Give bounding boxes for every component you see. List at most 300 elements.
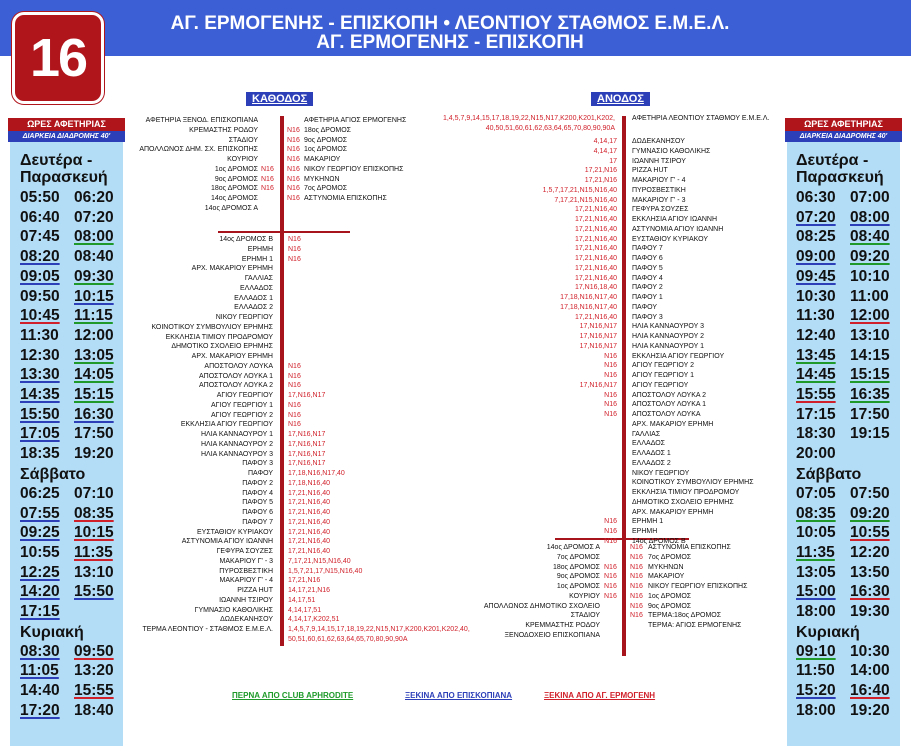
departure-time: 17:50 bbox=[74, 425, 114, 443]
stop-name: ΕΛΛΑΔΟΣ 2 bbox=[234, 304, 273, 312]
route-codes: N16 bbox=[287, 165, 300, 173]
stop-name: ΓΥΜΝΑΣΙΟ ΚΑΘΟΛΙΚΗΣ bbox=[194, 606, 273, 614]
departure-time: 14:35 bbox=[20, 386, 60, 404]
departure-time: 13:30 bbox=[20, 366, 60, 384]
departure-time: 09:50 bbox=[20, 287, 60, 305]
right-departure-label: ΩΡΕΣ ΑΦΕΤΗΡΙΑΣ bbox=[785, 118, 902, 131]
stop-name: ΤΕΡΜΑ: ΑΓΙΟΣ ΕΡΜΟΓΕΝΗΣ bbox=[648, 622, 742, 629]
departure-time: 07:00 bbox=[850, 189, 890, 206]
stop-name: 1ος ΔΡΟΜΟΣ bbox=[304, 146, 348, 154]
departure-time: 15:00 bbox=[796, 583, 836, 601]
route-codes: N16 bbox=[630, 553, 643, 561]
stop-name: ΣΤΑΔΙΟΥ bbox=[570, 612, 600, 620]
stop-name: ΕΚΚΛΗΣΙΑ ΤΙΜΙΟΥ ΠΡΟΔΡΟΜΟΥ bbox=[165, 333, 273, 341]
route-codes: 17,N16,N17 bbox=[579, 342, 617, 350]
route-codes: 1,4,5,7,9,14,15,17,18,19,22,N15,N17,K200,K201,K202, bbox=[442, 115, 615, 122]
departure-time: 11:15 bbox=[74, 307, 113, 325]
departure-time: 06:40 bbox=[20, 208, 60, 226]
stop-name: ΚΟΙΝΟΤΙΚΟΥ ΣΥΜΒΟΥΛΙΟΥ ΕΡΗΜΗΣ bbox=[632, 479, 754, 487]
departure-time: 10:30 bbox=[850, 642, 890, 660]
departure-time: 13:05 bbox=[74, 346, 114, 364]
stop-name: ΕΛΛΑΔΟΣ 1 bbox=[234, 294, 273, 302]
stop-name: 1ος ΔΡΟΜΟΣ bbox=[214, 165, 258, 173]
stop-name: 14ος ΔΡΟΜΟΣ Α bbox=[546, 544, 600, 551]
route-codes: 17,21,N16,40 bbox=[288, 518, 331, 526]
stop-name: ΑΣΤΥΝΟΜΙΑ ΕΠΙΣΚΟΠΗΣ bbox=[304, 195, 387, 202]
departure-time: 09:25 bbox=[20, 524, 60, 542]
legend-green: ΠΕΡΝΑ ΑΠΟ CLUB APHRODITE bbox=[232, 691, 354, 700]
right-duration-label: ΔΙΑΡΚΕΙΑ ΔΙΑΔΡΟΜΗΣ 40' bbox=[785, 131, 902, 142]
stop-name: ΑΡΧ. ΜΑΚΑΡΙΟΥ ΕΡΗΜΗ bbox=[632, 508, 714, 516]
departure-time: 10:05 bbox=[796, 524, 836, 542]
stop-name: ΑΠΟΣΤΟΛΟΥ ΛΟΥΚΑ 1 bbox=[632, 401, 707, 409]
route-codes: N16 bbox=[604, 411, 617, 418]
route-codes: N16 bbox=[604, 537, 617, 545]
route-codes: 17,21,N16 bbox=[288, 577, 321, 585]
departure-time: 14:20 bbox=[20, 583, 60, 601]
departure-time: 08:30 bbox=[20, 642, 60, 660]
stop-name: ΕΛΛΑΔΟΣ 1 bbox=[632, 450, 671, 457]
route-codes: N16 bbox=[287, 146, 300, 154]
route-codes: 17,N16,N17 bbox=[288, 450, 326, 458]
stop-name: ΚΟΥΡΙΟΥ bbox=[227, 156, 258, 163]
stop-name: ΑΡΧ. ΜΑΚΑΡΙΟΥ ΕΡΗΜΗ bbox=[632, 420, 714, 428]
stop-name: 18ος ΔΡΟΜΟΣ bbox=[304, 126, 352, 134]
stop-name: ΜΑΚΑΡΙΟΥ Γ' - 4 bbox=[219, 577, 273, 585]
stop-name: ΑΠΟΣΤΟΛΟΥ ΛΟΥΚΑ 1 bbox=[198, 372, 273, 380]
departure-time: 10:10 bbox=[850, 267, 890, 285]
departure-time: 06:30 bbox=[796, 189, 836, 206]
departure-time: 08:20 bbox=[20, 248, 60, 266]
departure-time: 07:50 bbox=[850, 484, 890, 502]
route-codes: 17,18,N16,40 bbox=[288, 479, 331, 487]
departure-time: 08:00 bbox=[850, 208, 890, 226]
stop-name: ΕΛΛΑΔΟΣ bbox=[240, 284, 273, 292]
stop-name: ΑΦΕΤΗΡΙΑ ΞΕΝΟΔ. ΕΠΙΣΚΟΠΙΑΝΑ bbox=[145, 117, 258, 124]
stop-name: ΗΛΙΑ ΚΑΝΝΑΟΥΡΟΥ 2 bbox=[200, 440, 273, 448]
route-codes: 17,21,N16 bbox=[584, 167, 617, 175]
departure-time: 11:00 bbox=[850, 287, 889, 305]
route-codes: N16 bbox=[288, 382, 301, 390]
stop-name: 9ος ΔΡΟΜΟΣ bbox=[214, 175, 258, 183]
route-codes: N16 bbox=[604, 372, 617, 379]
departure-time: 11:30 bbox=[20, 326, 59, 344]
stop-name: 9ος ΔΡΟΜΟΣ bbox=[556, 573, 600, 581]
route-codes: N16 bbox=[604, 592, 617, 600]
stop-name: ΠΑΦΟΥ 5 bbox=[242, 499, 273, 507]
departure-time: 11:35 bbox=[796, 543, 835, 561]
departure-time: 18:40 bbox=[74, 701, 114, 719]
stop-name: ΕΛΛΑΔΟΣ bbox=[632, 440, 665, 448]
departure-time: 12:20 bbox=[850, 543, 890, 561]
route-codes: 40,50,51,60,61,62,63,64,65,70,80,90,90A bbox=[485, 125, 615, 132]
stop-name: ΣΤΑΔΙΟΥ bbox=[228, 136, 258, 144]
departure-time: 10:15 bbox=[74, 287, 114, 305]
route-codes: 17,21,N16,40 bbox=[574, 274, 617, 282]
stop-name: ΚΡΕΜΜΑΣΤΗΣ ΡΟΔΟΥ bbox=[525, 622, 600, 629]
route-codes: N16 bbox=[261, 185, 274, 193]
departure-time: 17:15 bbox=[796, 405, 836, 423]
stop-name: ΑΠΟΛΛΩΝΟΣ ΔΗΜΟΤΙΚΟ ΣΧΟΛΕΙΟ bbox=[483, 602, 600, 610]
departure-time: 19:20 bbox=[850, 701, 890, 719]
route-codes: N16 bbox=[604, 352, 617, 360]
route-codes: 17,21,N16,40 bbox=[288, 509, 331, 516]
route-codes: 1,5,7,21,17,N15,N16,40 bbox=[288, 567, 363, 575]
departure-time: 15:50 bbox=[74, 583, 114, 601]
route-codes: N16 bbox=[288, 372, 301, 380]
route-codes: 7,17,21,N15,N16,40 bbox=[554, 196, 617, 204]
route-codes: 4,14,17 bbox=[593, 138, 617, 145]
day-label-weekdays: Δευτέρα - bbox=[20, 152, 93, 169]
departure-time: 07:20 bbox=[74, 208, 114, 226]
departure-time: 18:35 bbox=[20, 445, 60, 463]
route-codes: 17,N16,18,40 bbox=[574, 284, 617, 292]
stop-name: ΕΛΛΑΔΟΣ 2 bbox=[632, 459, 671, 467]
stop-name: ΗΛΙΑ ΚΑΝΝΑΟΥΡΟΥ 1 bbox=[200, 431, 273, 438]
departure-time: 12:40 bbox=[796, 326, 836, 344]
route-codes: N16 bbox=[604, 401, 617, 409]
departure-time: 16:40 bbox=[850, 682, 890, 700]
route-codes: 17,21,N16,40 bbox=[574, 313, 617, 321]
stop-name: 14ος ΔΡΟΜΟΣ Β bbox=[632, 537, 686, 545]
stop-name: 7ος ΔΡΟΜΟΣ bbox=[556, 553, 600, 561]
departure-time: 10:30 bbox=[796, 287, 836, 305]
stop-name: ΓΑΛΛΙΑΣ bbox=[244, 275, 273, 282]
route-codes: N16 bbox=[287, 195, 300, 202]
route-codes: N16 bbox=[261, 165, 274, 173]
stop-name: ΔΗΜΟΤΙΚΟ ΣΧΟΛΕΙΟ ΕΡΗΜΗΣ bbox=[171, 343, 273, 351]
departure-time: 07:45 bbox=[20, 228, 60, 246]
legend-blue: ΞΕΚΙΝΑ ΑΠΟ ΕΠΙΣΚΟΠΙΑΝΑ bbox=[405, 691, 513, 700]
departure-time: 05:50 bbox=[20, 189, 60, 206]
departure-time: 09:45 bbox=[796, 267, 836, 285]
route-codes: N16 bbox=[287, 175, 300, 183]
departure-time: 17:15 bbox=[20, 603, 60, 621]
kathodos-label: ΚΑΘΟΔΟΣ bbox=[246, 92, 313, 106]
stop-name: ΓΑΛΛΙΑΣ bbox=[632, 430, 661, 438]
route-codes: 17,21,N16,40 bbox=[574, 264, 617, 272]
departure-time: 06:25 bbox=[20, 484, 60, 502]
stop-name: ΠΑΦΟΥ 1 bbox=[632, 294, 663, 301]
route-codes: N16 bbox=[287, 136, 300, 144]
departure-time: 17:20 bbox=[20, 701, 60, 719]
departure-time: 14:40 bbox=[20, 682, 60, 700]
stop-name: ΠΑΦΟΥ 3 bbox=[632, 313, 663, 321]
departure-time: 18:00 bbox=[796, 603, 836, 621]
route-codes: N16 bbox=[288, 245, 301, 253]
departure-time: 12:25 bbox=[20, 563, 60, 581]
departure-time: 13:10 bbox=[850, 326, 890, 344]
departure-time: 11:05 bbox=[20, 662, 59, 680]
departure-time: 08:25 bbox=[796, 228, 836, 246]
stop-name: ΑΓΙΟΥ ΓΕΩΡΓΙΟΥ 1 bbox=[210, 401, 273, 409]
stop-name: ΠΥΡΟΣΒΕΣΤΙΚΗ bbox=[219, 567, 273, 575]
left-duration-label: ΔΙΑΡΚΕΙΑ ΔΙΑΔΡΟΜΗΣ 40' bbox=[8, 131, 125, 142]
departure-time: 15:20 bbox=[796, 682, 836, 700]
left-departure-label: ΩΡΕΣ ΑΦΕΤΗΡΙΑΣ bbox=[8, 118, 125, 131]
stop-name: ΜΑΚΑΡΙΟΥ Γ' - 3 bbox=[219, 557, 273, 565]
stop-name: 18ος ΔΡΟΜΟΣ bbox=[552, 563, 600, 571]
route-codes: 17,21,N16,40 bbox=[288, 528, 331, 536]
stop-name: ΚΟΥΡΙΟΥ bbox=[569, 592, 600, 600]
day-label-weekdays: Δευτέρα - bbox=[796, 152, 869, 169]
stop-name: 14ος ΔΡΟΜΟΣ Α bbox=[204, 204, 258, 212]
departure-time: 06:20 bbox=[74, 189, 114, 206]
departure-time: 17:50 bbox=[850, 405, 890, 423]
route-codes: 4,14,17 bbox=[593, 147, 617, 155]
stop-name: ΜΥΚΗΝΩΝ bbox=[304, 175, 340, 183]
departure-time: 17:05 bbox=[20, 425, 60, 443]
stop-name: ΑΠΟΣΤΟΛΟΥ ΛΟΥΚΑ 2 bbox=[632, 391, 707, 399]
stop-name: ΜΑΚΑΡΙΟΥ Γ' - 3 bbox=[632, 196, 686, 204]
route-codes: 4,14,17,K202,51 bbox=[288, 616, 340, 624]
route-codes: N16 bbox=[604, 583, 617, 590]
departure-time: 09:20 bbox=[850, 248, 890, 266]
route-codes: 17,21,N16,40 bbox=[288, 538, 331, 546]
departure-time: 10:45 bbox=[20, 307, 60, 325]
departure-time: 10:55 bbox=[850, 524, 890, 542]
stop-name: ΠΑΦΟΥ 7 bbox=[632, 245, 663, 253]
departure-time: 19:30 bbox=[850, 603, 890, 621]
departure-time: 07:20 bbox=[796, 208, 836, 226]
departure-time: 18:00 bbox=[796, 701, 836, 719]
stop-name: ΑΓΙΟΥ ΓΕΩΡΓΙΟΥ bbox=[216, 392, 273, 399]
stop-name: ΠΑΦΟΥ 2 bbox=[242, 479, 273, 487]
day-label-saturday: Σάββατο bbox=[796, 465, 862, 483]
departure-time: 15:15 bbox=[850, 366, 890, 384]
stop-name: ΠΑΦΟΥ 7 bbox=[242, 518, 273, 526]
stop-name: ΕΡΗΜΗ bbox=[632, 528, 658, 535]
route-codes: 17,18,N16,N17,40 bbox=[560, 294, 617, 301]
departure-time: 10:15 bbox=[74, 524, 114, 542]
stop-name: ΓΕΦΥΡΑ ΣΟΥΖΕΣ bbox=[632, 206, 689, 214]
route-codes: 7,17,21,N15,N16,40 bbox=[288, 557, 351, 565]
route-codes: 17,21,N16,40 bbox=[288, 499, 331, 507]
stop-name: 14ος ΔΡΟΜΟΣ Β bbox=[219, 236, 273, 243]
stop-name: PIZZA HUT bbox=[632, 167, 668, 175]
stop-name: ΠΑΦΟΥ 5 bbox=[632, 264, 663, 272]
departure-time: 08:00 bbox=[74, 228, 114, 246]
stop-name: ΠΑΦΟΥ 6 bbox=[242, 509, 273, 516]
departure-time: 20:00 bbox=[796, 445, 836, 463]
departure-time: 13:10 bbox=[74, 563, 114, 581]
stop-name: 9ος ΔΡΟΜΟΣ bbox=[648, 602, 692, 610]
departure-time: 14:05 bbox=[74, 366, 114, 384]
route-codes: 17,N16,N17 bbox=[579, 323, 617, 331]
route-codes: 17,21,N16,40 bbox=[574, 255, 617, 262]
stop-name: 7ος ΔΡΟΜΟΣ bbox=[648, 553, 692, 561]
route-codes: 17,N16,N17 bbox=[288, 431, 326, 438]
route-codes: 14,17,21,N16 bbox=[288, 587, 331, 594]
route-codes: N16 bbox=[288, 411, 301, 419]
departure-time: 14:45 bbox=[796, 366, 836, 384]
stop-name: ΑΣΤΥΝΟΜΙΑ ΕΠΙΣΚΟΠΗΣ bbox=[648, 544, 731, 551]
route-codes: N16 bbox=[288, 362, 301, 370]
day-label-sunday: Κυριακή bbox=[796, 623, 860, 641]
route-codes: N16 bbox=[604, 528, 617, 535]
route-codes: N16 bbox=[287, 126, 300, 134]
route-codes: N16 bbox=[288, 255, 301, 263]
departure-time: 15:15 bbox=[74, 386, 114, 404]
route-codes: 17,21,N16,40 bbox=[574, 235, 617, 243]
stop-name: ΑΓΙΟΥ ΓΕΩΡΓΙΟΥ 2 bbox=[632, 362, 695, 370]
route-codes: 1,4,5,7,9,14,15,17,18,19,22,N15,N17,K200,K201,K202,40, bbox=[288, 626, 470, 633]
stop-name: ΑΡΧ. ΜΑΚΑΡΙΟΥ ΕΡΗΜΗ bbox=[191, 353, 273, 360]
route-codes: 17,21,N16,40 bbox=[574, 245, 617, 253]
departure-time: 14:15 bbox=[850, 346, 890, 364]
stop-name: ΝΙΚΟΥ ΓΕΩΡΓΙΟΥ bbox=[632, 469, 690, 477]
stop-name: ΠΥΡΟΣΒΕΣΤΙΚΗ bbox=[632, 186, 686, 194]
anodos-label: ΑΝΟΔΟΣ bbox=[591, 92, 650, 106]
route-codes: N16 bbox=[604, 563, 617, 571]
stop-name: 1ος ΔΡΟΜΟΣ bbox=[648, 592, 692, 600]
stop-name: ΑΠΟΛΛΩΝΟΣ ΔΗΜ. ΣΧ. ΕΠΙΣΚΟΠΗΣ bbox=[139, 146, 258, 154]
stop-name: ΕΚΚΛΗΣΙΑ ΤΙΜΙΟΥ ΠΡΟΔΡΟΜΟΥ bbox=[632, 489, 740, 496]
stop-name: ΞΕΝΟΔΟΧΕΙΟ ΕΠΙΣΚΟΠΙΑΝΑ bbox=[504, 631, 600, 639]
stop-name: ΑΓΙΟΥ ΓΕΩΡΓΙΟΥ 1 bbox=[632, 372, 695, 379]
route-codes: N16 bbox=[604, 573, 617, 581]
stop-name: ΑΓΙΟΥ ΓΕΩΡΓΙΟΥ bbox=[632, 381, 689, 389]
stop-name: ΜΥΚΗΝΩΝ bbox=[648, 563, 684, 571]
route-codes: 50,51,60,61,62,63,64,65,70,80,90,90A bbox=[288, 636, 408, 643]
day-label-weekdays-2: Παρασκευή bbox=[20, 169, 108, 186]
stop-name: ΕΚΚΛΗΣΙΑ ΑΓΙΟΥ ΙΩΑΝΝΗ bbox=[632, 216, 718, 223]
departure-time: 16:30 bbox=[850, 583, 890, 601]
stop-name: ΑΡΧ. ΜΑΚΑΡΙΟΥ ΕΡΗΜΗ bbox=[191, 265, 273, 273]
departure-time: 19:20 bbox=[74, 445, 114, 463]
departure-time: 09:00 bbox=[796, 248, 836, 266]
stop-name: ΜΑΚΑΡΙΟΥ Γ' - 4 bbox=[632, 177, 686, 184]
day-label-weekdays-2: Παρασκευή bbox=[796, 169, 884, 186]
day-label-sunday: Κυριακή bbox=[20, 623, 84, 641]
route-codes: N16 bbox=[630, 573, 643, 581]
stop-name: ΕΡΗΜΗ bbox=[247, 245, 273, 253]
departure-time: 13:20 bbox=[74, 662, 114, 680]
route-codes: 17,N16,N17 bbox=[288, 392, 326, 399]
legend-red: ΞΕΚΙΝΑ ΑΠΟ ΑΓ. ΕΡΜΟΓΕΝΗ bbox=[544, 691, 656, 700]
route-codes: 17,21,N16,40 bbox=[574, 216, 617, 223]
departure-time: 07:05 bbox=[796, 484, 836, 502]
stop-name: ΑΠΟΣΤΟΛΟΥ ΛΟΥΚΑ 2 bbox=[198, 382, 273, 390]
route-codes: N16 bbox=[288, 236, 301, 243]
departure-time: 07:10 bbox=[74, 484, 114, 502]
departure-time: 15:55 bbox=[74, 682, 114, 700]
stop-name: ΚΡΕΜΑΣΤΗΣ ΡΟΔΟΥ bbox=[189, 126, 258, 134]
route-codes: N16 bbox=[287, 156, 300, 163]
stop-name: ΑΦΕΤΗΡΙΑ ΑΓΙΟΣ ΕΡΜΟΓΕΝΗΣ bbox=[304, 117, 407, 124]
stop-name: PIZZA HUT bbox=[237, 587, 273, 594]
route-codes: 17,21,N16,40 bbox=[288, 548, 331, 555]
departure-time: 07:55 bbox=[20, 504, 60, 522]
stop-name: ΗΛΙΑ ΚΑΝΝΑΟΥΡΟΥ 3 bbox=[200, 450, 273, 458]
departure-time: 15:50 bbox=[20, 405, 60, 423]
departure-time: 12:30 bbox=[20, 346, 60, 364]
departure-time: 09:05 bbox=[20, 267, 60, 285]
route-codes: 17,21,N16,40 bbox=[574, 225, 617, 233]
stop-name: ΕΡΗΜΗ 1 bbox=[241, 255, 273, 263]
stop-name: 18ος ΔΡΟΜΟΣ bbox=[210, 185, 258, 193]
stop-name: ΕΡΗΜΗ 1 bbox=[632, 518, 664, 526]
departure-time: 09:30 bbox=[74, 267, 114, 285]
stop-name: 14ος ΔΡΟΜΟΣ bbox=[210, 195, 258, 202]
stop-name: ΙΩΑΝΝΗ ΤΣΙΡΟΥ bbox=[632, 157, 686, 165]
route-codes: N16 bbox=[630, 544, 643, 551]
route-codes: N16 bbox=[288, 421, 301, 429]
route-codes: N16 bbox=[630, 583, 643, 590]
stop-name: ΠΑΦΟΥ 4 bbox=[242, 489, 273, 497]
stop-name: ΕΥΣΤΑΘΙΟΥ ΚΥΡΙΑΚΟΥ bbox=[632, 235, 709, 243]
departure-time: 08:35 bbox=[796, 504, 836, 522]
stop-name: ΕΥΣΤΑΘΙΟΥ ΚΥΡΙΑΚΟΥ bbox=[196, 528, 273, 536]
route-codes: 17,18,N16,N17,40 bbox=[560, 303, 617, 311]
stop-name: 7ος ΔΡΟΜΟΣ bbox=[304, 185, 348, 193]
stop-name: ΑΣΤΥΝΟΜΙΑ ΑΓΙΟΥ ΙΩΑΝΝΗ bbox=[632, 225, 724, 233]
departure-time: 11:30 bbox=[796, 307, 835, 325]
route-codes: 17,18,N16,N17,40 bbox=[288, 470, 345, 477]
stop-name: ΙΩΑΝΝΗ ΤΣΙΡΟΥ bbox=[219, 596, 273, 604]
route-codes: N16 bbox=[630, 592, 643, 600]
stop-name: 9ος ΔΡΟΜΟΣ bbox=[304, 136, 348, 144]
stop-name: ΝΙΚΟΥ ΓΕΩΡΓΙΟΥ ΕΠΙΣΚΟΠΗΣ bbox=[304, 165, 404, 173]
departure-time: 19:15 bbox=[850, 425, 890, 443]
stop-name: ΝΙΚΟΥ ΓΕΩΡΓΙΟΥ bbox=[215, 314, 273, 321]
stop-name: ΠΑΦΟΥ 2 bbox=[632, 284, 663, 292]
route-codes: 17,21,N16,40 bbox=[288, 489, 331, 497]
departure-time: 12:00 bbox=[850, 307, 890, 325]
route-codes: N16 bbox=[604, 391, 617, 399]
day-label-saturday: Σάββατο bbox=[20, 465, 86, 483]
stop-name: ΤΕΡΜΑ:18ος ΔΡΟΜΟΣ bbox=[648, 612, 722, 620]
route-codes: 4,14,17,51 bbox=[288, 606, 322, 614]
departure-time: 08:40 bbox=[74, 248, 114, 266]
route-codes: N16 bbox=[288, 401, 301, 409]
route-codes: N16 bbox=[630, 602, 643, 610]
stop-name: ΠΑΦΟΥ bbox=[632, 303, 657, 311]
route-codes: N16 bbox=[287, 185, 300, 193]
route-codes: N16 bbox=[604, 518, 617, 526]
stop-name: ΠΑΦΟΥ bbox=[248, 470, 273, 477]
route-codes: 17,N16,N17 bbox=[579, 333, 617, 340]
route-codes: 1,5,7,17,21,N15,N16,40 bbox=[542, 186, 617, 194]
stop-name: ΕΚΚΛΗΣΙΑ ΑΓΙΟΥ ΓΕΩΡΓΙΟΥ bbox=[180, 421, 273, 429]
route-number-badge: 16 bbox=[12, 12, 104, 104]
stop-name: ΔΗΜΟΤΙΚΟ ΣΧΟΛΕΙΟ ΕΡΗΜΗΣ bbox=[632, 498, 734, 506]
stop-name: ΗΛΙΑ ΚΑΝΝΑΟΥΡΟΥ 3 bbox=[632, 323, 705, 331]
departure-time: 11:35 bbox=[74, 543, 113, 561]
route-codes: 14,17,51 bbox=[288, 596, 316, 604]
route-codes: N16 bbox=[630, 563, 643, 571]
departure-time: 11:50 bbox=[796, 662, 835, 680]
departure-time: 09:10 bbox=[796, 642, 836, 660]
title-line-1: ΑΓ. ΕΡΜΟΓΕΝΗΣ - ΕΠΙΣΚΟΠΗ • ΛΕΟΝΤΙΟΥ ΣΤΑΘΜΟΣ Ε.Μ.Ε.Λ. bbox=[170, 13, 730, 34]
stop-name: ΠΑΦΟΥ 6 bbox=[632, 255, 663, 262]
departure-time: 08:35 bbox=[74, 504, 114, 522]
stop-name: ΔΩΔΕΚΑΝΗΣΟΥ bbox=[220, 616, 273, 624]
stop-name: ΗΛΙΑ ΚΑΝΝΑΟΥΡΟΥ 1 bbox=[632, 342, 705, 350]
departure-time: 13:05 bbox=[796, 563, 836, 581]
route-codes: N16 bbox=[261, 175, 274, 183]
departure-time: 13:45 bbox=[796, 346, 836, 364]
route-codes: 17,N16,N17 bbox=[288, 460, 326, 468]
departure-time: 16:30 bbox=[74, 405, 114, 423]
stop-name: ΜΑΚΑΡΙΟΥ bbox=[304, 156, 341, 163]
departure-time: 09:20 bbox=[850, 504, 890, 522]
stop-name: ΑΠΟΣΤΟΛΟΥ ΛΟΥΚΑ bbox=[204, 362, 273, 370]
start-stop: ΑΦΕΤΗΡΙΑ ΛΕΟΝΤΙΟΥ ΣΤΑΘΜΟΥ Ε.Μ.Ε.Λ. bbox=[632, 115, 770, 122]
departure-time: 09:50 bbox=[74, 642, 114, 660]
departure-time: 13:50 bbox=[850, 563, 890, 581]
departure-time: 14:00 bbox=[850, 662, 890, 680]
